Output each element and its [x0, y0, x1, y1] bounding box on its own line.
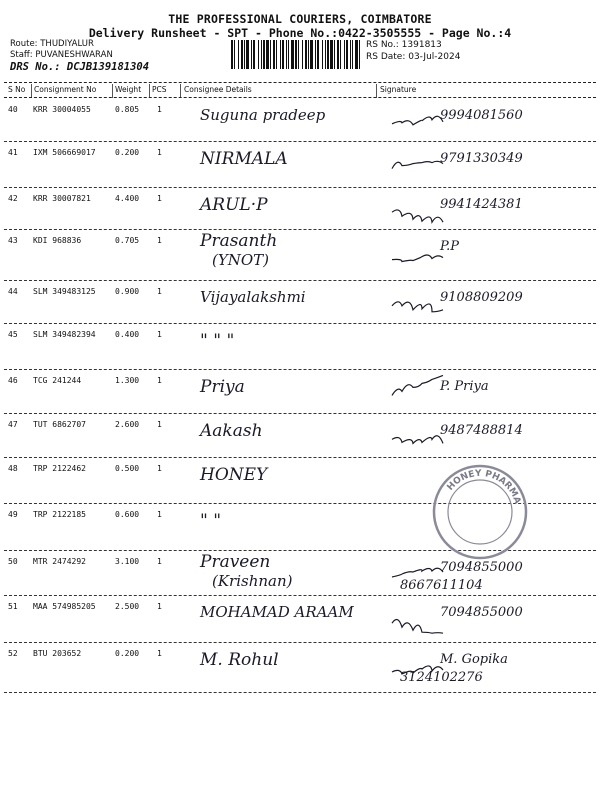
barcode-bar	[310, 40, 313, 69]
barcode-bar	[302, 40, 303, 69]
col-divider	[180, 84, 181, 98]
row-weight: 2.500	[115, 602, 140, 611]
barcode-bar	[340, 40, 341, 69]
barcode-bar	[291, 40, 294, 69]
barcode-bar	[261, 40, 262, 69]
row-consignment-no: TRP 2122185	[33, 510, 86, 519]
rs-number: RS No.: 1391813	[366, 40, 442, 50]
row-consignment-no: MAA 574985205	[33, 602, 96, 611]
col-weight-header: Weight	[115, 85, 142, 94]
row-sno: 48	[8, 464, 18, 473]
signature-stroke	[392, 116, 443, 125]
row-consignment-no: IXM 506669017	[33, 148, 96, 157]
barcode-bar	[317, 40, 319, 69]
col-divider	[149, 84, 150, 98]
row-consignee-name: Aakash	[200, 421, 263, 441]
row-sno: 40	[8, 105, 18, 114]
barcode-bar	[234, 40, 235, 69]
row-signature-text: 9941424381	[440, 197, 523, 212]
table-row	[0, 369, 600, 413]
row-consignment-no: KDI 968836	[33, 236, 82, 245]
barcode-bar	[327, 40, 329, 69]
row-consignee-name: NIRMALA	[200, 149, 288, 169]
row-pcs: 1	[157, 105, 162, 114]
barcode-bar	[305, 40, 307, 69]
row-weight: 0.200	[115, 148, 140, 157]
table-row	[0, 141, 600, 187]
signature-stroke	[392, 375, 443, 395]
row-pcs: 1	[157, 148, 162, 157]
row-pcs: 1	[157, 557, 162, 566]
row-weight: 0.900	[115, 287, 140, 296]
row-consignee-name: MOHAMAD ARAAM	[200, 603, 354, 621]
barcode-bar	[344, 40, 345, 69]
barcode-bar	[355, 40, 358, 69]
row-consignee-name: " "	[200, 511, 222, 531]
table-row	[0, 280, 600, 323]
route-label: Route: THUDIYALUR	[10, 39, 94, 49]
row-sno: 51	[8, 602, 18, 611]
document-title: THE PROFESSIONAL COURIERS, COIMBATORE	[168, 12, 432, 26]
row-signature-text-extra: 3124102276	[400, 670, 483, 685]
barcode-bar	[334, 40, 335, 69]
row-consignee-name: HONEY	[200, 465, 268, 485]
barcode-bar	[308, 40, 309, 69]
row-signature-text: P.P	[440, 239, 459, 254]
col-divider	[112, 84, 113, 98]
row-pcs: 1	[157, 330, 162, 339]
row-signature-text: M. Gopika	[440, 652, 508, 667]
row-signature-text: 7094855000	[440, 605, 523, 620]
table-row	[0, 229, 600, 280]
company-stamp	[430, 462, 530, 562]
barcode-image	[231, 40, 360, 69]
row-consignee-name-extra: (YNOT)	[212, 251, 270, 269]
barcode-bar	[298, 40, 299, 69]
table-header	[0, 84, 600, 98]
row-weight: 4.400	[115, 194, 140, 203]
table-row	[0, 323, 600, 369]
barcode-bar	[244, 40, 245, 69]
col-consignee-header: Consignee Details	[184, 85, 252, 94]
row-sno: 43	[8, 236, 18, 245]
row-consignment-no: TRP 2122462	[33, 464, 86, 473]
barcode-bar	[251, 40, 252, 69]
document-subtitle: Delivery Runsheet - SPT - Phone No.:0422-3505555 - Page No.:4	[88, 26, 512, 40]
row-consignment-no: MTR 2474292	[33, 557, 86, 566]
row-sno: 42	[8, 194, 18, 203]
row-weight: 0.805	[115, 105, 140, 114]
col-consignment-header: Consignment No	[34, 85, 97, 94]
table-row	[0, 642, 600, 692]
row-signature-text: 9487488814	[440, 423, 523, 438]
row-consignee-name: Praveen	[200, 552, 271, 572]
row-sno: 50	[8, 557, 18, 566]
signature-stroke	[392, 568, 443, 577]
barcode-bar	[330, 40, 333, 69]
row-pcs: 1	[157, 194, 162, 203]
row-weight: 0.400	[115, 330, 140, 339]
barcode-bar	[238, 40, 239, 69]
row-consignee-name: Vijayalakshmi	[200, 288, 306, 306]
row-consignment-no: TUT 6862707	[33, 420, 86, 429]
signature-stroke	[392, 436, 443, 444]
row-pcs: 1	[157, 236, 162, 245]
row-consignment-no: KRR 30004055	[33, 105, 91, 114]
row-consignee-name: Priya	[200, 377, 245, 397]
barcode-bar	[280, 40, 281, 69]
row-weight: 3.100	[115, 557, 140, 566]
barcode-bar	[315, 40, 316, 69]
row-signature-text: 7094855000	[440, 560, 523, 575]
col-divider	[376, 84, 377, 98]
drs-number: DRS No.: DCJB139181304	[10, 61, 150, 73]
row-weight: 0.705	[115, 236, 140, 245]
row-consignment-no: BTU 203652	[33, 649, 82, 658]
barcode-bar	[253, 40, 255, 69]
row-sno: 47	[8, 420, 18, 429]
row-consignment-no: SLM 349482394	[33, 330, 96, 339]
table-row	[0, 187, 600, 229]
row-signature-text: 9108809209	[440, 290, 523, 305]
barcode-bar	[273, 40, 275, 69]
barcode-bar	[337, 40, 339, 69]
barcode-bar	[359, 40, 360, 69]
barcode-bar	[346, 40, 348, 69]
barcode-bar	[263, 40, 265, 69]
barcode-bar	[288, 40, 289, 69]
barcode-bar	[282, 40, 284, 69]
row-signature-text: 9994081560	[440, 108, 523, 123]
row-signature-text-extra: 8667611104	[400, 578, 483, 593]
row-consignee-name: " " "	[200, 331, 235, 351]
row-sno: 49	[8, 510, 18, 519]
row-signature-scribble	[382, 229, 592, 280]
row-sno: 46	[8, 376, 18, 385]
table-row	[0, 98, 600, 141]
row-pcs: 1	[157, 464, 162, 473]
row-weight: 0.600	[115, 510, 140, 519]
signature-stroke	[392, 210, 443, 222]
signature-stroke	[392, 161, 443, 168]
row-sno: 52	[8, 649, 18, 658]
row-sno: 45	[8, 330, 18, 339]
barcode-bar	[258, 40, 259, 69]
row-consignee-name: Prasanth	[200, 231, 278, 251]
row-sno: 44	[8, 287, 18, 296]
row-signature-text: P. Priya	[440, 379, 489, 394]
row-weight: 0.500	[115, 464, 140, 473]
row-separator	[4, 692, 596, 693]
row-weight: 0.200	[115, 649, 140, 658]
row-pcs: 1	[157, 287, 162, 296]
barcode-bar	[295, 40, 297, 69]
barcode-bar	[350, 40, 351, 69]
barcode-bar	[246, 40, 249, 69]
row-pcs: 1	[157, 649, 162, 658]
row-sno: 41	[8, 148, 18, 157]
barcode-bar	[266, 40, 269, 69]
barcode-bar	[276, 40, 277, 69]
table-row	[0, 595, 600, 642]
barcode-bar	[322, 40, 323, 69]
row-signature-text: 9791330349	[440, 151, 523, 166]
row-pcs: 1	[157, 510, 162, 519]
barcode-bar	[352, 40, 353, 69]
barcode-bar	[241, 40, 243, 69]
signature-stroke	[392, 255, 443, 262]
row-weight: 2.600	[115, 420, 140, 429]
col-pcs-header: PCS	[152, 85, 167, 94]
barcode-bar	[231, 40, 233, 69]
row-consignee-name: ARUL·P	[200, 195, 268, 215]
col-signature-header: Signature	[380, 85, 417, 94]
row-consignee-name: M. Rohul	[200, 650, 279, 670]
barcode-bar	[270, 40, 271, 69]
row-consignee-name-extra: (Krishnan)	[212, 572, 293, 590]
row-consignment-no: TCG 241244	[33, 376, 82, 385]
table-top-rule	[4, 82, 596, 83]
signature-stroke	[392, 620, 443, 634]
barcode-bar	[286, 40, 287, 69]
row-consignee-name: Suguna pradeep	[200, 106, 326, 124]
signature-stroke	[392, 302, 443, 312]
staff-label: Staff: PUVANESHWARAN	[10, 50, 113, 60]
row-consignment-no: SLM 349483125	[33, 287, 96, 296]
row-weight: 1.300	[115, 376, 140, 385]
row-signature-scribble	[382, 323, 592, 369]
rs-date: RS Date: 03-Jul-2024	[366, 52, 461, 62]
row-pcs: 1	[157, 420, 162, 429]
table-row	[0, 413, 600, 457]
row-pcs: 1	[157, 602, 162, 611]
row-consignment-no: KRR 30007821	[33, 194, 91, 203]
row-pcs: 1	[157, 376, 162, 385]
svg-text:HONEY PHARMA: HONEY PHARMA	[445, 468, 522, 506]
col-sno-header: S No	[8, 85, 26, 94]
barcode-bar	[325, 40, 326, 69]
col-divider	[31, 84, 32, 98]
